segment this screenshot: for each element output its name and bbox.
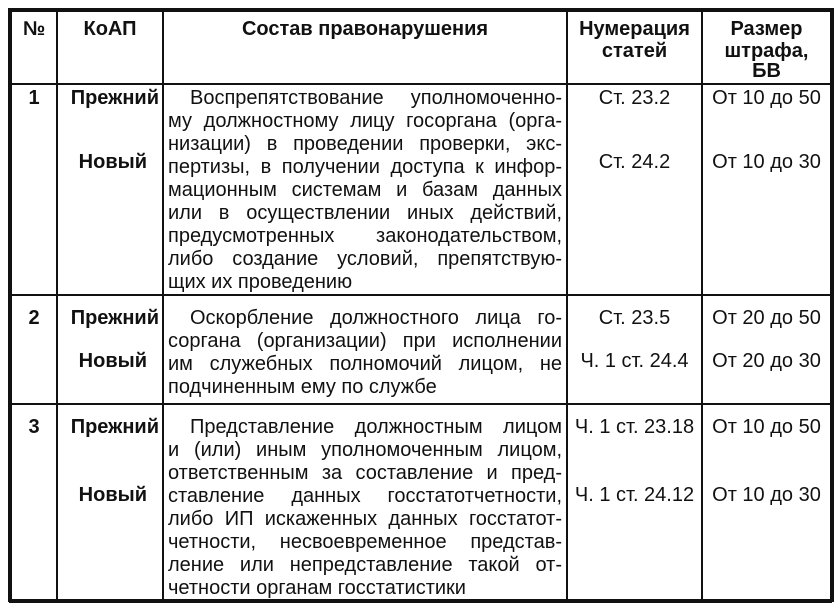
- row-number: 1: [28, 87, 40, 109]
- description-line: Оскорбление должностного лица го-: [190, 307, 562, 329]
- new-article: Ч. 1 ст. 24.12: [574, 484, 695, 506]
- header-fine-line3: БВ: [752, 60, 781, 82]
- new-article: Ч. 1 ст. 24.4: [580, 350, 689, 372]
- new-article: Ст. 24.2: [598, 151, 671, 173]
- description-line: му должностному лицу госоргана (орга-: [168, 110, 562, 132]
- description-line: пертизы, в получении доступа к инфор-: [168, 156, 562, 178]
- description-line: или в осуществлении иных действий,: [168, 202, 562, 224]
- description-line: им служебных полномочий лицом, не: [168, 353, 562, 375]
- koap-old-label: Прежний: [70, 307, 159, 329]
- description-line: Воспрепятствование уполномоченно-: [190, 87, 562, 109]
- offense-description: [168, 87, 562, 294]
- old-article: Ст. 23.2: [598, 87, 671, 109]
- table-border-right: [830, 8, 834, 602]
- old-article: Ч. 1 ст. 23.18: [574, 416, 695, 438]
- column-divider: [162, 8, 164, 602]
- header-numbering-line2: статей: [601, 40, 668, 62]
- header-fine-line2: штрафа,: [724, 40, 809, 62]
- description-line: предусмотренных законодательством,: [168, 225, 562, 247]
- description-line: подчиненным ему по службе: [168, 376, 437, 398]
- header-composition: Состав правонарушения: [241, 18, 489, 40]
- description-line: ление или непредставление такой от-: [168, 554, 562, 576]
- description-line: и (или) иным уполномоченным лицом,: [168, 439, 562, 461]
- description-line: низации) в проведении проверки, экс-: [168, 133, 562, 155]
- description-line: соргана (организации) при исполнении: [168, 330, 562, 352]
- new-fine: От 20 до 30: [712, 350, 821, 372]
- description-line: четности, несвоевременное представ-: [168, 531, 562, 553]
- table-border-top: [9, 8, 832, 12]
- old-fine: От 20 до 50: [712, 307, 821, 329]
- offense-description: [168, 307, 562, 399]
- row-divider: [9, 294, 832, 296]
- description-line: ответственным за составление и пред-: [168, 462, 562, 484]
- description-line: щих их проведению: [168, 271, 353, 293]
- description-line: четности органам госстатистики: [168, 577, 466, 599]
- old-fine: От 10 до 50: [712, 87, 821, 109]
- description-line: либо ИП искаженных данных госстатот-: [168, 508, 562, 530]
- description-line: мационным системам и базам данных: [168, 179, 562, 201]
- header-num: №: [22, 18, 46, 40]
- koap-old-label: Прежний: [70, 87, 159, 109]
- koap-new-label: Новый: [78, 484, 147, 506]
- new-fine: От 10 до 30: [712, 151, 821, 173]
- offense-description: [168, 416, 562, 600]
- koap-old-label: Прежний: [70, 416, 159, 438]
- row-number: 2: [28, 307, 40, 329]
- koap-new-label: Новый: [78, 350, 147, 372]
- header-numbering-line1: Нумерация: [579, 18, 690, 40]
- header-koap: КоАП: [83, 18, 137, 40]
- koap-new-label: Новый: [78, 151, 147, 173]
- old-fine: От 10 до 50: [712, 416, 821, 438]
- description-line: Представление должностным лицом: [190, 416, 562, 438]
- header-fine-line1: Размер: [730, 18, 803, 40]
- header-divider: [9, 83, 832, 85]
- old-article: Ст. 23.5: [598, 307, 671, 329]
- row-number: 3: [28, 416, 40, 438]
- new-fine: От 10 до 30: [712, 484, 821, 506]
- description-line: либо создание условий, препятствую-: [168, 248, 562, 270]
- row-divider: [9, 403, 832, 405]
- description-line: ставление данных госстатотчетности,: [168, 485, 562, 507]
